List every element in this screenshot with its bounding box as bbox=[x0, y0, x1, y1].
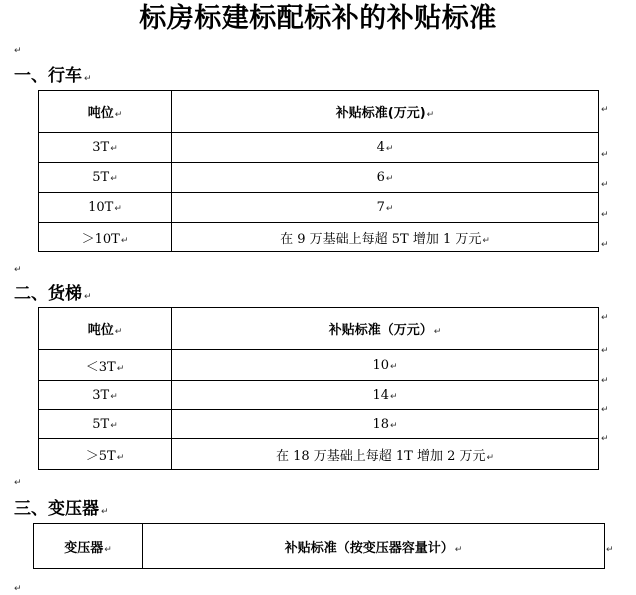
table-row bbox=[39, 163, 599, 193]
table-cell: ＜3T↵ bbox=[39, 350, 172, 381]
table-row bbox=[39, 193, 599, 223]
table-cell: 5T↵ bbox=[39, 163, 172, 193]
paragraph-mark: ↵ bbox=[101, 507, 109, 517]
table-cell: 7↵ bbox=[172, 193, 599, 223]
transformer-subsidy-table bbox=[33, 523, 605, 569]
paragraph-mark: ↵ bbox=[14, 584, 22, 594]
header-cell: 补贴标准（万元）↵ bbox=[172, 308, 599, 350]
table-cell: 3T↵ bbox=[39, 381, 172, 410]
table-cell: ＞10T↵ bbox=[39, 223, 172, 252]
table-row bbox=[39, 410, 599, 439]
table-header-row bbox=[34, 524, 605, 569]
table-cell: 在 18 万基础上每超 1T 增加 2 万元↵ bbox=[172, 439, 599, 470]
table-cell: 18↵ bbox=[172, 410, 599, 439]
row-end-mark: ↵ bbox=[601, 105, 609, 115]
table-cell: 在 9 万基础上每超 5T 增加 1 万元↵ bbox=[172, 223, 599, 252]
paragraph-mark: ↵ bbox=[14, 478, 22, 488]
row-end-mark: ↵ bbox=[601, 150, 609, 160]
header-cell: 补贴标准(万元)↵ bbox=[172, 91, 599, 133]
paragraph-mark: ↵ bbox=[14, 265, 22, 275]
row-end-mark: ↵ bbox=[601, 405, 609, 415]
crane-subsidy-table bbox=[38, 90, 599, 252]
row-end-mark: ↵ bbox=[601, 434, 609, 444]
paragraph-mark: ↵ bbox=[14, 46, 22, 56]
document-title: 标房标建标配标补的补贴标准 bbox=[139, 3, 497, 34]
table-cell: 3T↵ bbox=[39, 133, 172, 163]
header-cell: 补贴标准（按变压器容量计）↵ bbox=[143, 524, 605, 569]
paragraph-mark: ↵ bbox=[84, 292, 92, 302]
header-cell: 吨位↵ bbox=[39, 91, 172, 133]
header-cell: 吨位↵ bbox=[39, 308, 172, 350]
section-heading-text: 三、变压器 bbox=[14, 499, 99, 519]
table-header-row bbox=[39, 91, 599, 133]
table-row bbox=[39, 381, 599, 410]
header-cell: 变压器↵ bbox=[34, 524, 143, 569]
section-heading-text: 一、行车 bbox=[14, 66, 82, 86]
row-end-mark: ↵ bbox=[601, 313, 609, 323]
section-heading-freight-elevator bbox=[14, 284, 92, 307]
table-cell: ＞5T↵ bbox=[39, 439, 172, 470]
row-end-mark: ↵ bbox=[606, 545, 614, 555]
table-cell: 6↵ bbox=[172, 163, 599, 193]
table-cell: 4↵ bbox=[172, 133, 599, 163]
table-cell: 10T↵ bbox=[39, 193, 172, 223]
row-end-mark: ↵ bbox=[601, 376, 609, 386]
table-row bbox=[39, 350, 599, 381]
table-row bbox=[39, 439, 599, 470]
row-end-mark: ↵ bbox=[601, 240, 609, 250]
table-header-row bbox=[39, 308, 599, 350]
table-cell: 14↵ bbox=[172, 381, 599, 410]
table-cell: 10↵ bbox=[172, 350, 599, 381]
section-heading-crane bbox=[14, 66, 92, 89]
section-heading-text: 二、货梯 bbox=[14, 284, 82, 304]
freight-elevator-subsidy-table bbox=[38, 307, 599, 470]
table-cell: 5T↵ bbox=[39, 410, 172, 439]
table-row bbox=[39, 133, 599, 163]
table-row bbox=[39, 223, 599, 252]
row-end-mark: ↵ bbox=[601, 346, 609, 356]
paragraph-mark: ↵ bbox=[84, 74, 92, 84]
section-heading-transformer bbox=[14, 499, 109, 522]
row-end-mark: ↵ bbox=[601, 210, 609, 220]
row-end-mark: ↵ bbox=[601, 180, 609, 190]
